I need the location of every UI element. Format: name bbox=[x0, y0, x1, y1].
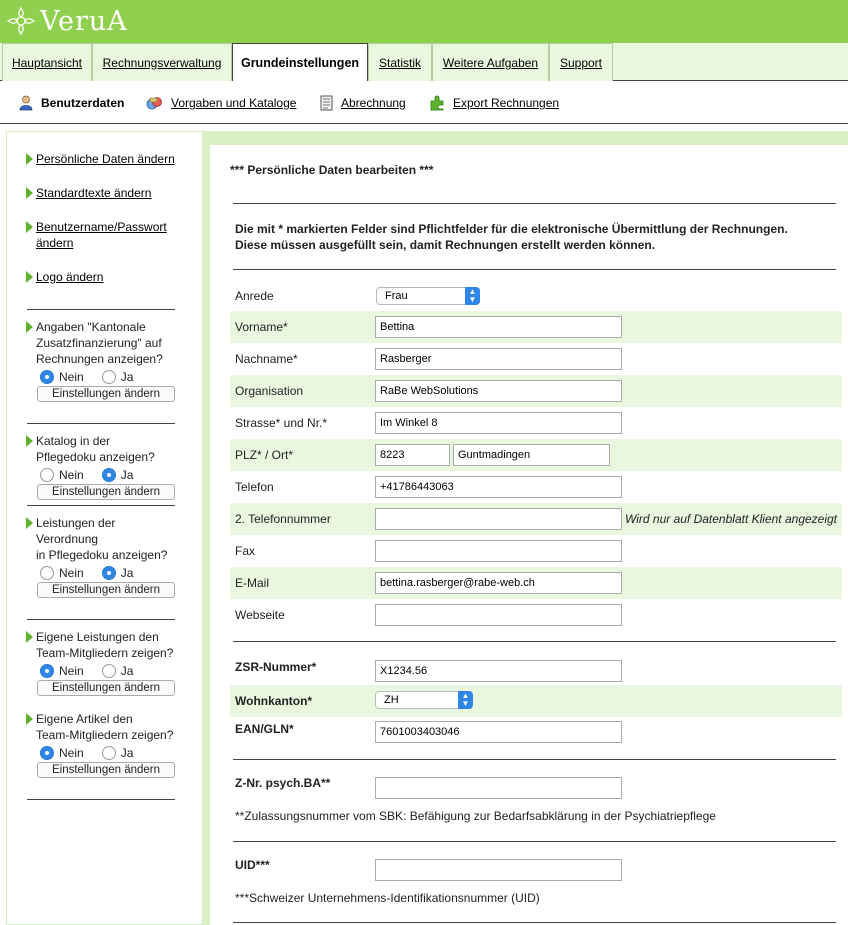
radio-group bbox=[40, 369, 186, 385]
sidebar-link-line2: ändern bbox=[36, 236, 74, 250]
option-question-line: Eigene Artikel den bbox=[36, 712, 133, 726]
row-telefon2 bbox=[230, 503, 842, 535]
arrow-right-icon bbox=[26, 187, 33, 199]
radio-label: Ja bbox=[120, 664, 134, 678]
radio-label: Ja bbox=[120, 468, 134, 482]
sidebar-divider bbox=[27, 309, 175, 310]
form-divider bbox=[233, 759, 836, 760]
option-leistungen-verordnung bbox=[26, 515, 186, 598]
form-divider bbox=[233, 269, 836, 270]
select-caret-icon: ▲ ▼ bbox=[458, 691, 473, 709]
main-top-strip bbox=[210, 131, 848, 145]
main-tabs bbox=[0, 43, 848, 81]
option-eigene-artikel bbox=[26, 711, 186, 778]
radio-nein[interactable] bbox=[40, 566, 84, 580]
option-question-line: Rechnungen anzeigen? bbox=[36, 352, 163, 366]
option-question bbox=[26, 433, 186, 465]
arrow-right-icon bbox=[26, 517, 33, 529]
required-note-line: Diese müssen ausgefüllt sein, damit Rechnungen erstellt werden können. bbox=[235, 238, 656, 252]
znr-input[interactable] bbox=[375, 777, 622, 799]
zsr-label: ZSR-Nummer* bbox=[235, 660, 317, 674]
row-nachname bbox=[230, 343, 842, 375]
flower-logo-icon bbox=[6, 6, 36, 36]
telefon2-hint: Wird nur auf Datenblatt Klient angezeigt bbox=[625, 512, 838, 526]
row-anrede bbox=[230, 280, 842, 312]
settings-change-button[interactable]: Einstellungen ändern bbox=[37, 680, 175, 696]
subnav-label: Abrechnung bbox=[341, 96, 406, 110]
radio-button[interactable] bbox=[102, 468, 116, 482]
form-title: *** Persönliche Daten bearbeiten *** bbox=[230, 163, 434, 177]
wohnkanton-value: ZH bbox=[384, 694, 399, 706]
anrede-label: Anrede bbox=[235, 289, 274, 303]
row-fax bbox=[230, 535, 842, 567]
logo-text: VeruA bbox=[40, 5, 128, 37]
arrow-right-icon bbox=[26, 321, 33, 333]
subnav-label: Export Rechnungen bbox=[453, 96, 560, 110]
tab-hauptansicht[interactable]: Hauptansicht bbox=[2, 43, 92, 81]
export-puzzle-icon bbox=[429, 95, 445, 111]
ort-input[interactable]: Guntmadingen bbox=[453, 444, 610, 466]
row-email bbox=[230, 567, 842, 599]
user-icon bbox=[19, 95, 33, 111]
radio-button[interactable] bbox=[40, 468, 54, 482]
sidebar-link-benutzername-passwort[interactable] bbox=[26, 219, 167, 251]
wohnkanton-label: Wohnkanton* bbox=[235, 694, 313, 708]
sub-navigation bbox=[0, 81, 848, 124]
form-divider bbox=[233, 922, 836, 923]
uid-footnote: ***Schweizer Unternehmens-Identifikationsnummer (UID) bbox=[235, 891, 540, 905]
radio-button[interactable] bbox=[102, 664, 116, 678]
option-question-line: Zusatzfinanzierung" auf bbox=[36, 336, 162, 350]
radio-label: Ja bbox=[120, 566, 134, 580]
sidebar-link-label: Logo ändern bbox=[36, 270, 104, 284]
radio-ja[interactable] bbox=[102, 370, 134, 384]
vorname-label: Vorname* bbox=[235, 320, 288, 334]
option-question-line: Leistungen der bbox=[36, 516, 116, 530]
webseite-label: Webseite bbox=[235, 608, 285, 622]
ean-input[interactable]: 7601003403046 bbox=[375, 721, 622, 743]
radio-nein[interactable] bbox=[40, 746, 84, 760]
subnav-vorgaben-kataloge[interactable] bbox=[146, 93, 296, 113]
anrede-select[interactable] bbox=[376, 287, 480, 305]
sidebar-link-standardtexte[interactable] bbox=[26, 185, 151, 201]
radio-label: Ja bbox=[120, 370, 134, 384]
radio-label: Nein bbox=[59, 664, 84, 678]
znr-label: Z-Nr. psych.BA** bbox=[235, 776, 331, 790]
option-question bbox=[26, 629, 186, 661]
row-webseite bbox=[230, 599, 842, 631]
email-label: E-Mail bbox=[235, 576, 270, 590]
radio-nein[interactable] bbox=[40, 664, 84, 678]
znr-footnote: **Zulassungsnummer vom SBK: Befähigung zur Bedarfsabklärung in der Psychiatriepflege bbox=[235, 809, 716, 823]
row-zsr bbox=[230, 652, 842, 684]
uid-input[interactable] bbox=[375, 859, 622, 881]
row-ean bbox=[230, 716, 842, 748]
nachname-input[interactable]: Rasberger bbox=[375, 348, 622, 370]
row-znr bbox=[230, 770, 842, 802]
app-header bbox=[0, 0, 848, 43]
radio-group bbox=[40, 467, 186, 483]
option-question-line: Eigene Leistungen den bbox=[36, 630, 159, 644]
option-eigene-leistungen bbox=[26, 629, 186, 696]
telefon2-input[interactable] bbox=[375, 508, 622, 530]
webseite-input[interactable] bbox=[375, 604, 622, 626]
radio-group bbox=[40, 565, 186, 581]
option-question bbox=[26, 711, 186, 743]
tab-statistik[interactable]: Statistik bbox=[368, 43, 432, 81]
arrow-right-icon bbox=[26, 271, 33, 283]
option-question-line: Verordnung bbox=[36, 532, 99, 546]
sidebar-link-label bbox=[36, 219, 167, 251]
vorname-input[interactable]: Bettina bbox=[375, 316, 622, 338]
radio-label: Nein bbox=[59, 746, 84, 760]
radio-label: Ja bbox=[120, 746, 134, 760]
subnav-label: Benutzerdaten bbox=[41, 96, 125, 110]
radio-button[interactable] bbox=[102, 566, 116, 580]
settings-change-button[interactable]: Einstellungen ändern bbox=[37, 386, 175, 402]
logo[interactable] bbox=[6, 4, 128, 38]
option-question bbox=[26, 319, 186, 367]
option-question-line: Pflegedoku anzeigen? bbox=[36, 450, 155, 464]
sidebar-link-label: Standardtexte ändern bbox=[36, 186, 152, 200]
plz-input[interactable]: 8223 bbox=[375, 444, 450, 466]
radio-button[interactable] bbox=[40, 746, 54, 760]
radio-button[interactable] bbox=[40, 370, 54, 384]
subnav-benutzerdaten[interactable] bbox=[19, 93, 124, 113]
fax-input[interactable] bbox=[375, 540, 622, 562]
row-vorname bbox=[230, 311, 842, 343]
required-note bbox=[235, 221, 788, 253]
document-icon bbox=[320, 95, 333, 111]
tab-support[interactable]: Support bbox=[549, 43, 613, 81]
radio-ja[interactable] bbox=[102, 468, 134, 482]
radio-nein[interactable] bbox=[40, 468, 84, 482]
arrow-right-icon bbox=[26, 631, 33, 643]
option-katalog-pflegedoku bbox=[26, 433, 186, 500]
anrede-value: Frau bbox=[385, 290, 408, 302]
organisation-label: Organisation bbox=[235, 384, 304, 398]
email-input[interactable]: bettina.rasberger@rabe-web.ch bbox=[375, 572, 622, 594]
option-question bbox=[26, 515, 186, 563]
tab-rechnungsverwaltung[interactable]: Rechnungsverwaltung bbox=[92, 43, 232, 81]
nachname-label: Nachname* bbox=[235, 352, 298, 366]
radio-button[interactable] bbox=[40, 664, 54, 678]
row-strasse bbox=[230, 407, 842, 439]
tab-grundeinstellungen[interactable]: Grundeinstellungen bbox=[232, 43, 368, 82]
option-question-line: Team-Mitgliedern zeigen? bbox=[36, 646, 174, 660]
option-kantonale-zusatzfinanzierung bbox=[26, 319, 186, 402]
arrow-right-icon bbox=[26, 435, 33, 447]
subnav-export-rechnungen[interactable] bbox=[429, 93, 559, 113]
select-caret-icon: ▲ ▼ bbox=[465, 287, 480, 305]
arrow-right-icon bbox=[26, 713, 33, 725]
radio-button[interactable] bbox=[102, 746, 116, 760]
catalog-icon bbox=[146, 95, 163, 111]
radio-label: Nein bbox=[59, 370, 84, 384]
form-divider bbox=[233, 203, 836, 204]
radio-nein[interactable] bbox=[40, 370, 84, 384]
sidebar-link-line1: Benutzername/Passwort bbox=[36, 220, 167, 234]
radio-ja[interactable] bbox=[102, 746, 134, 760]
arrow-right-icon bbox=[26, 221, 33, 233]
row-plz-ort bbox=[230, 439, 842, 471]
row-wohnkanton bbox=[230, 685, 842, 717]
telefon2-label: 2. Telefonnummer bbox=[235, 512, 331, 526]
zsr-input[interactable]: X1234.56 bbox=[375, 660, 622, 682]
option-question-line: in Pflegedoku anzeigen? bbox=[36, 548, 168, 562]
organisation-input[interactable]: RaBe WebSolutions bbox=[375, 380, 622, 402]
telefon-label: Telefon bbox=[235, 480, 274, 494]
option-question-line: Angaben "Kantonale bbox=[36, 320, 146, 334]
sidebar-divider bbox=[27, 423, 175, 424]
sidebar-link-logo[interactable] bbox=[26, 269, 103, 285]
radio-button[interactable] bbox=[102, 370, 116, 384]
strasse-label: Strasse* und Nr.* bbox=[235, 416, 328, 430]
ean-label: EAN/GLN* bbox=[235, 722, 294, 736]
form-divider bbox=[233, 641, 836, 642]
uid-label: UID*** bbox=[235, 858, 270, 872]
option-question-line: Team-Mitgliedern zeigen? bbox=[36, 728, 174, 742]
radio-button[interactable] bbox=[40, 566, 54, 580]
radio-ja[interactable] bbox=[102, 664, 134, 678]
settings-change-button[interactable]: Einstellungen ändern bbox=[37, 484, 175, 500]
fax-label: Fax bbox=[235, 544, 256, 558]
sidebar-link-persoenliche-daten[interactable] bbox=[26, 151, 175, 167]
radio-label: Nein bbox=[59, 468, 84, 482]
radio-ja[interactable] bbox=[102, 566, 134, 580]
plz-ort-label: PLZ* / Ort* bbox=[235, 448, 294, 462]
radio-label: Nein bbox=[59, 566, 84, 580]
radio-group bbox=[40, 745, 186, 761]
sidebar-gutter bbox=[202, 131, 210, 925]
subnav-label: Vorgaben und Kataloge bbox=[171, 96, 297, 110]
form-divider bbox=[233, 841, 836, 842]
settings-change-button[interactable]: Einstellungen ändern bbox=[37, 582, 175, 598]
row-telefon bbox=[230, 471, 842, 503]
arrow-right-icon bbox=[26, 153, 33, 165]
settings-change-button[interactable]: Einstellungen ändern bbox=[37, 762, 175, 778]
sidebar-divider bbox=[27, 505, 175, 506]
sidebar-link-label: Persönliche Daten ändern bbox=[36, 152, 175, 166]
strasse-input[interactable]: Im Winkel 8 bbox=[375, 412, 622, 434]
telefon-input[interactable]: +41786443063 bbox=[375, 476, 622, 498]
row-organisation bbox=[230, 375, 842, 407]
subnav-abrechnung[interactable] bbox=[320, 93, 406, 113]
radio-group bbox=[40, 663, 186, 679]
sidebar-divider bbox=[27, 619, 175, 620]
row-uid bbox=[230, 852, 842, 884]
tab-weitere-aufgaben[interactable]: Weitere Aufgaben bbox=[432, 43, 549, 81]
required-note-line: Die mit * markierten Felder sind Pflichtfelder für die elektronische Übermittlung der Rechnungen. bbox=[235, 222, 788, 236]
option-question-line: Katalog in der bbox=[36, 434, 111, 448]
wohnkanton-select[interactable] bbox=[375, 691, 473, 709]
sidebar-divider bbox=[27, 799, 175, 800]
